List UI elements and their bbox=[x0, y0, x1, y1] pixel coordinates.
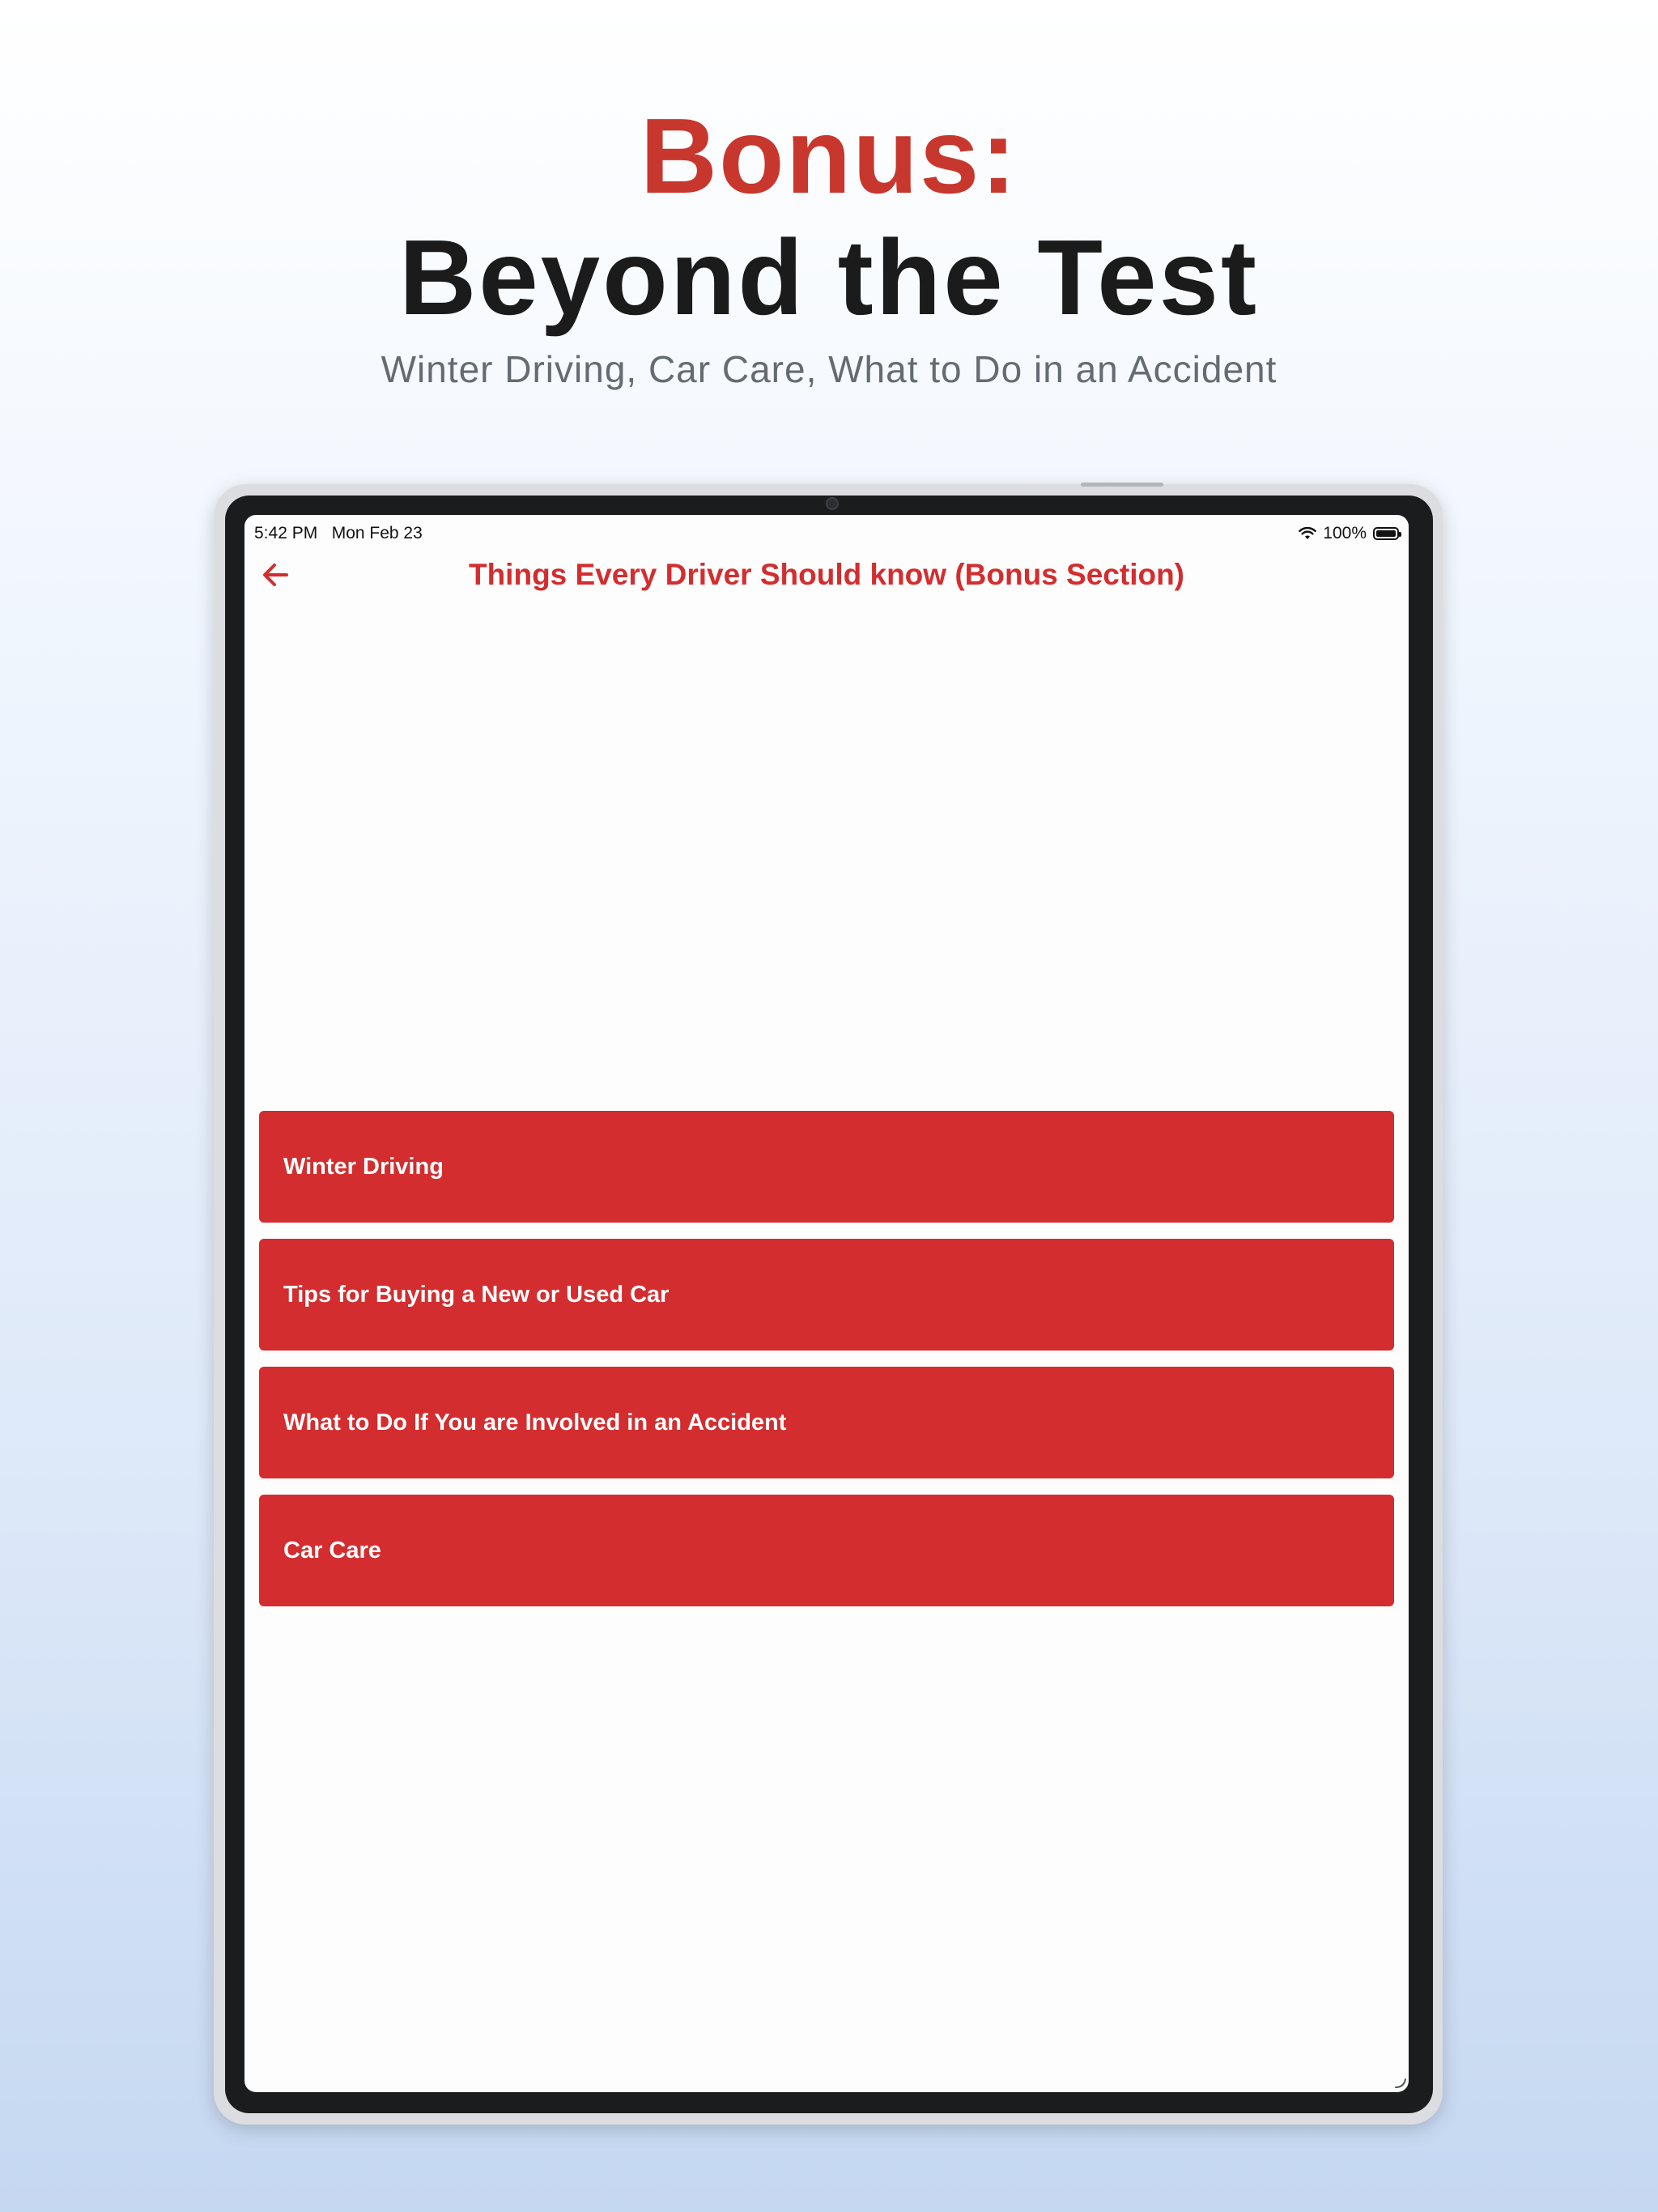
topic-label: Tips for Buying a New or Used Car bbox=[283, 1281, 670, 1308]
battery-icon bbox=[1373, 527, 1399, 540]
topic-label: Winter Driving bbox=[283, 1153, 444, 1180]
arrow-left-icon bbox=[259, 559, 291, 591]
topic-list bbox=[259, 1111, 1394, 1623]
back-button[interactable] bbox=[256, 555, 295, 594]
resize-grip-icon bbox=[1394, 2076, 1407, 2089]
marketing-accent-title: Bonus: bbox=[640, 96, 1018, 215]
topic-button-winter-driving[interactable] bbox=[259, 1111, 1394, 1223]
battery-percent: 100% bbox=[1323, 524, 1367, 542]
marketing-subtitle: Winter Driving, Car Care, What to Do in an Accident bbox=[380, 348, 1278, 390]
topic-label: Car Care bbox=[283, 1537, 381, 1563]
wifi-icon bbox=[1299, 527, 1316, 540]
topic-button-accident[interactable] bbox=[259, 1367, 1394, 1478]
app-screen bbox=[244, 515, 1409, 2092]
status-time: 5:42 PM Mon Feb 23 bbox=[254, 524, 423, 542]
topic-label: What to Do If You are Involved in an Accident bbox=[283, 1409, 787, 1436]
front-camera bbox=[826, 497, 839, 510]
topic-button-buying-car[interactable] bbox=[259, 1239, 1394, 1351]
tablet-top-button bbox=[1081, 483, 1163, 487]
status-indicators bbox=[1299, 523, 1399, 544]
topic-button-car-care[interactable] bbox=[259, 1495, 1394, 1606]
page-title: Things Every Driver Should know (Bonus Section) bbox=[468, 558, 1184, 591]
marketing-main-title: Beyond the Test bbox=[398, 218, 1259, 337]
